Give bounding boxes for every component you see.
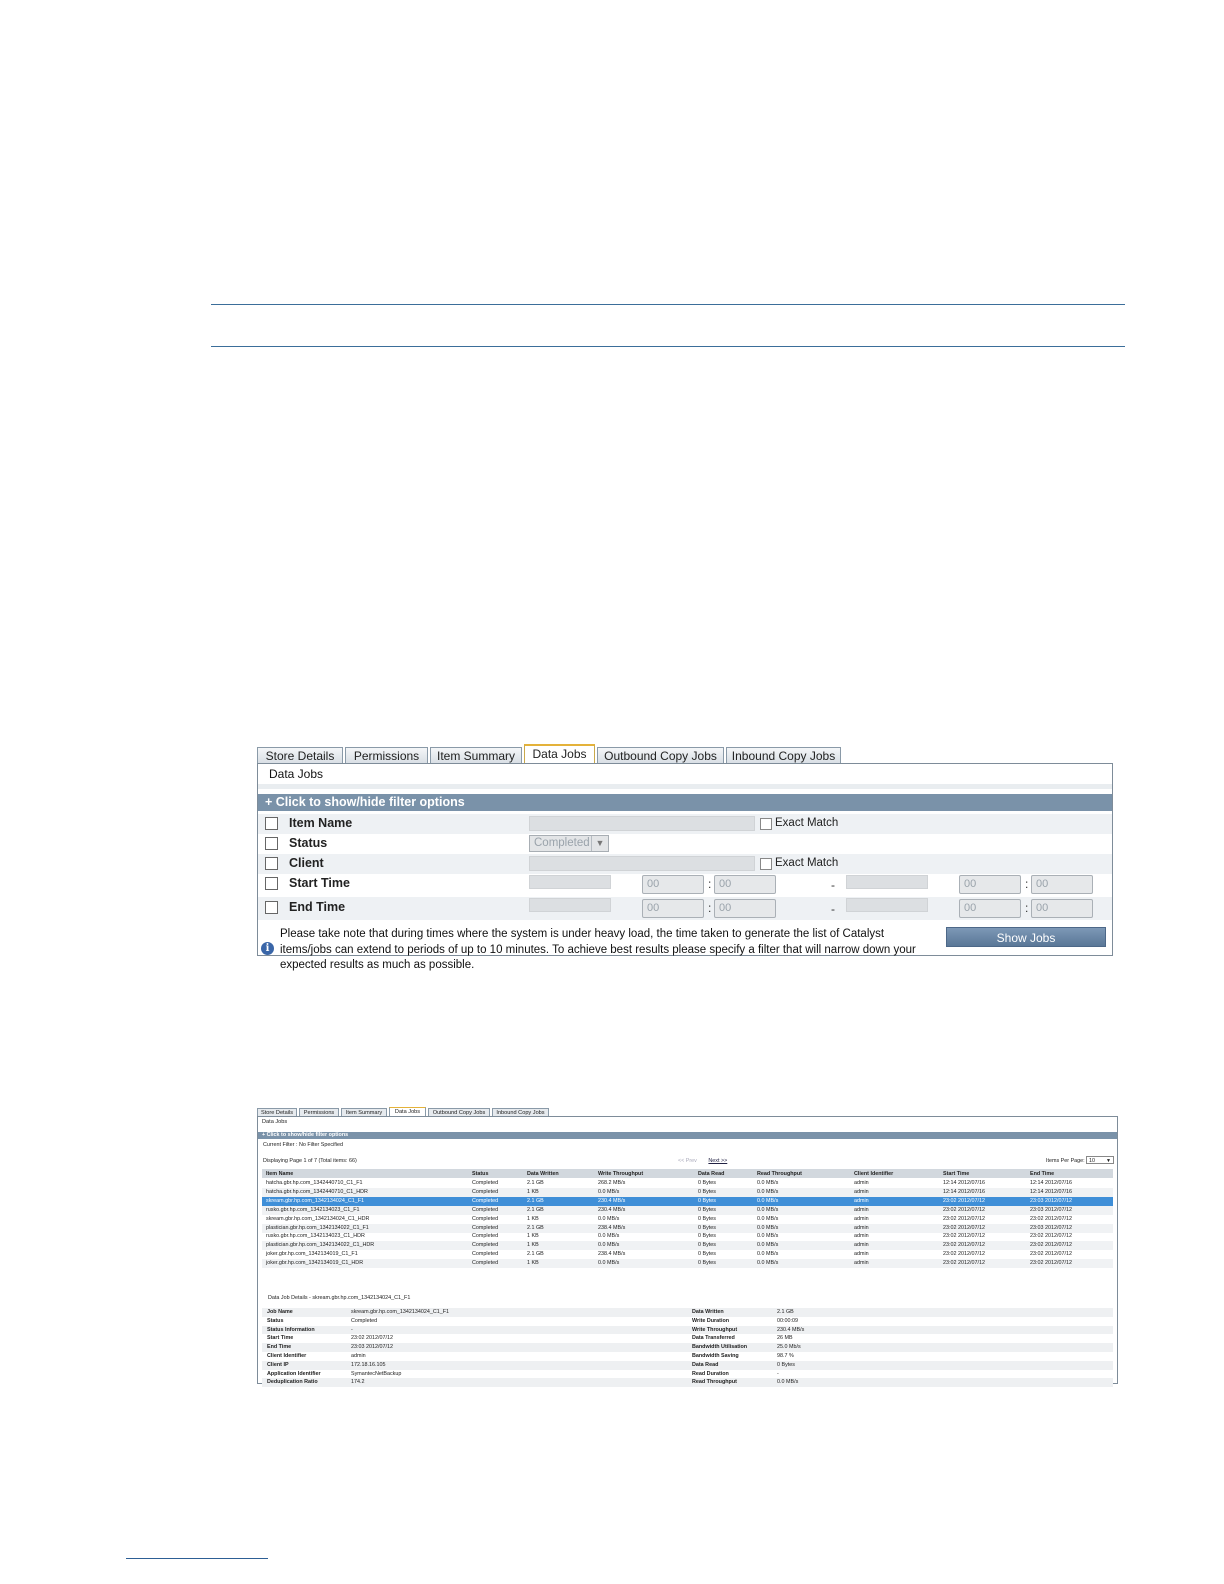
cell-item-name: skream.gbr.hp.com_1342134024_C1_HDR — [266, 1215, 370, 1222]
info-icon: i — [261, 942, 274, 955]
tab-item-summary[interactable]: Item Summary — [430, 747, 522, 763]
item-name-exact-match — [775, 817, 838, 829]
detail-value: - — [351, 1326, 353, 1333]
items-per-page-value: 10 — [1089, 1158, 1095, 1164]
end-date-from-input[interactable] — [529, 898, 611, 912]
details-row — [262, 1378, 1113, 1387]
cell-write-throughput: 0.0 MB/s — [598, 1260, 620, 1267]
detail-label: Application Identifier — [267, 1370, 321, 1377]
cell-status: Completed — [472, 1215, 499, 1222]
detail-value: 230.4 MB/s — [777, 1326, 805, 1333]
detail-label: Data Transferred — [692, 1335, 735, 1342]
cell-client-identifier: admin — [854, 1224, 869, 1231]
detail-value: 23:02 2012/07/12 — [351, 1335, 393, 1342]
cell-data-written: 2.1 GB — [527, 1224, 544, 1231]
cell-read-throughput: 0.0 MB/s — [757, 1180, 779, 1186]
top-rule-lower — [211, 346, 1125, 347]
details-row — [262, 1370, 1113, 1379]
details-row — [262, 1343, 1113, 1352]
range-dash: - — [831, 902, 835, 916]
status-label: Status — [289, 836, 328, 850]
cell-end-time: 23:02 2012/07/12 — [1030, 1215, 1072, 1222]
cell-status: Completed — [472, 1242, 499, 1249]
start-hour-to-input[interactable]: 00 — [959, 875, 1021, 894]
range-dash: - — [831, 878, 835, 892]
end-minute-from-input[interactable]: 00 — [714, 899, 776, 918]
end-minute-to-input[interactable]: 00 — [1031, 899, 1093, 918]
table-row[interactable] — [262, 1250, 1113, 1259]
detail-value: 00:00:09 — [777, 1317, 798, 1324]
cell-data-read: 0 Bytes — [698, 1197, 716, 1204]
detail-label: Client IP — [267, 1361, 289, 1368]
cell-end-time: 12:14 2012/07/16 — [1030, 1188, 1072, 1195]
cell-data-read: 0 Bytes — [698, 1242, 716, 1249]
cell-status: Completed — [472, 1197, 499, 1204]
cell-end-time: 23:02 2012/07/12 — [1030, 1233, 1072, 1240]
detail-label: Data Written — [692, 1309, 724, 1315]
exact-match-label: Exact Match — [775, 857, 839, 869]
end-hour-from-input[interactable]: 00 — [642, 899, 704, 918]
data-jobs-list-screenshot — [257, 1107, 1119, 1384]
cell-read-throughput: 0.0 MB/s — [757, 1242, 779, 1249]
items-per-page-label: Items Per Page: — [1046, 1158, 1085, 1164]
detail-label: Bandwidth Utilisation — [692, 1344, 748, 1351]
cell-read-throughput: 0.0 MB/s — [757, 1251, 779, 1258]
cell-status: Completed — [472, 1224, 499, 1231]
end-time-checkbox[interactable] — [265, 901, 278, 914]
cell-read-throughput: 0.0 MB/s — [757, 1188, 779, 1195]
current-filter-text: Current Filter : No Filter Specified — [263, 1142, 343, 1148]
tab-data-jobs[interactable]: Data Jobs — [389, 1107, 426, 1117]
detail-value: admin — [351, 1353, 366, 1359]
cell-client-identifier: admin — [854, 1188, 869, 1195]
time-separator: : — [1025, 901, 1029, 915]
cell-data-read: 0 Bytes — [698, 1224, 716, 1231]
cell-read-throughput: 0.0 MB/s — [757, 1224, 779, 1231]
detail-value: 23:03 2012/07/12 — [351, 1344, 393, 1351]
filter-row-status — [258, 834, 1112, 854]
col-item-name[interactable]: Item Name — [266, 1171, 294, 1177]
panel-title: Data Jobs — [269, 767, 324, 781]
cell-start-time: 23:02 2012/07/12 — [943, 1251, 985, 1258]
detail-label: Start Time — [267, 1335, 294, 1342]
col-write-throughput[interactable]: Write Throughput — [598, 1171, 644, 1177]
show-jobs-button[interactable]: Show Jobs — [946, 927, 1106, 947]
data-jobs-panel — [257, 1116, 1118, 1384]
detail-label: Client Identifier — [267, 1353, 307, 1359]
details-row — [262, 1326, 1113, 1335]
col-end-time[interactable]: End Time — [1030, 1171, 1055, 1177]
detail-value: 2.1 GB — [777, 1309, 794, 1315]
table-row[interactable] — [262, 1188, 1113, 1197]
items-per-page-select[interactable] — [1086, 1156, 1114, 1164]
cell-item-name: rusko.gbr.hp.com_1342134023_C1_F1 — [266, 1206, 360, 1213]
cell-client-identifier: admin — [854, 1242, 869, 1249]
cell-end-time: 12:14 2012/07/16 — [1030, 1180, 1072, 1186]
cell-client-identifier: admin — [854, 1206, 869, 1213]
detail-label: Status — [267, 1317, 284, 1324]
cell-write-throughput: 0.0 MB/s — [598, 1233, 620, 1240]
chevron-down-icon: ▼ — [591, 836, 608, 851]
cell-client-identifier: admin — [854, 1260, 869, 1267]
cell-client-identifier: admin — [854, 1233, 869, 1240]
cell-data-read: 0 Bytes — [698, 1251, 716, 1258]
detail-label: Status Information — [267, 1326, 315, 1333]
table-row[interactable] — [262, 1224, 1113, 1233]
table-row[interactable] — [262, 1206, 1113, 1215]
cell-status: Completed — [472, 1180, 499, 1186]
cell-status: Completed — [472, 1260, 499, 1267]
detail-value: 98.7 % — [777, 1353, 794, 1359]
detail-label: Read Throughput — [692, 1379, 737, 1386]
end-date-to-input[interactable] — [846, 898, 928, 912]
filter-row-end-time — [258, 897, 1112, 920]
cell-start-time: 23:02 2012/07/12 — [943, 1233, 985, 1240]
cell-item-name: hatcha.gbr.hp.com_1342440710_C1_F1 — [266, 1180, 363, 1186]
tab-outbound-copy-jobs[interactable]: Outbound Copy Jobs — [428, 1108, 490, 1117]
filter-toggle-bar[interactable]: + Click to show/hide filter options — [258, 1132, 1117, 1139]
start-date-from-input[interactable] — [529, 875, 611, 889]
table-row[interactable] — [262, 1232, 1113, 1241]
cell-end-time: 23:03 2012/07/12 — [1030, 1206, 1072, 1213]
cell-status: Completed — [472, 1188, 499, 1195]
cell-data-read: 0 Bytes — [698, 1233, 716, 1240]
cell-item-name: skream.gbr.hp.com_1342134024_C1_F1 — [266, 1197, 364, 1204]
cell-read-throughput: 0.0 MB/s — [757, 1215, 779, 1222]
cell-write-throughput: 230.4 MB/s — [598, 1206, 626, 1213]
client-exact-match — [775, 857, 838, 869]
table-row[interactable] — [262, 1241, 1113, 1250]
item-name-label: Item Name — [289, 816, 353, 830]
details-row — [262, 1308, 1113, 1317]
end-time-label: End Time — [289, 900, 346, 914]
detail-label: Read Duration — [692, 1370, 729, 1377]
start-date-to-input[interactable] — [846, 875, 928, 889]
status-select[interactable] — [529, 835, 609, 852]
cell-write-throughput: 268.2 MB/s — [598, 1180, 626, 1186]
cell-end-time: 23:02 2012/07/12 — [1030, 1251, 1072, 1258]
client-input[interactable] — [529, 856, 755, 871]
prev-page-link[interactable]: << Prev — [678, 1158, 697, 1164]
time-separator: : — [708, 901, 712, 915]
cell-client-identifier: admin — [854, 1180, 869, 1186]
detail-value: 174.2 — [351, 1379, 365, 1386]
filter-row-item-name — [258, 814, 1112, 834]
start-time-label: Start Time — [289, 876, 350, 890]
cell-write-throughput: 230.4 MB/s — [598, 1197, 626, 1204]
data-jobs-filter-screenshot — [257, 744, 1113, 974]
cell-data-written: 1 KB — [527, 1233, 539, 1240]
client-label: Client — [289, 856, 324, 870]
cell-data-written: 2.1 GB — [527, 1206, 544, 1213]
col-status[interactable]: Status — [472, 1171, 489, 1177]
cell-status: Completed — [472, 1233, 499, 1240]
col-data-written[interactable]: Data Written — [527, 1171, 559, 1177]
filter-toggle-bar[interactable]: + Click to show/hide filter options — [258, 794, 1112, 811]
cell-client-identifier: admin — [854, 1215, 869, 1222]
exact-match-label: Exact Match — [775, 817, 839, 829]
cell-client-identifier: admin — [854, 1251, 869, 1258]
detail-value: - — [777, 1370, 779, 1377]
detail-label: Write Duration — [692, 1317, 730, 1324]
detail-value: 25.0 Mb/s — [777, 1344, 801, 1351]
job-details-title: Data Job Details - skream.gbr.hp.com_1342134024_C1_F1 — [268, 1295, 411, 1301]
tab-store-details[interactable]: Store Details — [257, 747, 343, 763]
cell-status: Completed — [472, 1206, 499, 1213]
filter-row-client — [258, 854, 1112, 874]
tab-permissions[interactable]: Permissions — [345, 747, 428, 763]
details-row — [262, 1334, 1113, 1343]
tab-outbound-copy-jobs[interactable]: Outbound Copy Jobs — [597, 747, 724, 763]
cell-end-time: 23:03 2012/07/12 — [1030, 1224, 1072, 1231]
cell-write-throughput: 0.0 MB/s — [598, 1242, 620, 1249]
client-checkbox[interactable] — [265, 857, 278, 870]
cell-data-written: 1 KB — [527, 1188, 539, 1195]
cell-end-time: 23:02 2012/07/12 — [1030, 1242, 1072, 1249]
item-name-checkbox[interactable] — [265, 817, 278, 830]
detail-value: skream.gbr.hp.com_1342134024_C1_F1 — [351, 1309, 449, 1315]
detail-label: Bandwidth Saving — [692, 1353, 739, 1359]
tab-inbound-copy-jobs[interactable]: Inbound Copy Jobs — [492, 1108, 549, 1117]
col-start-time[interactable]: Start Time — [943, 1171, 970, 1177]
time-separator: : — [708, 877, 712, 891]
table-row[interactable] — [262, 1197, 1113, 1206]
details-row — [262, 1352, 1113, 1361]
cell-start-time: 23:02 2012/07/12 — [943, 1224, 985, 1231]
cell-read-throughput: 0.0 MB/s — [757, 1260, 779, 1267]
cell-write-throughput: 0.0 MB/s — [598, 1215, 620, 1222]
detail-value: Completed — [351, 1317, 378, 1324]
start-hour-from-input[interactable]: 00 — [642, 875, 704, 894]
end-hour-to-input[interactable]: 00 — [959, 899, 1021, 918]
tab-inbound-copy-jobs[interactable]: Inbound Copy Jobs — [726, 747, 841, 763]
cell-data-written: 2.1 GB — [527, 1197, 544, 1204]
footnote-rule — [126, 1558, 268, 1559]
cell-data-read: 0 Bytes — [698, 1260, 716, 1267]
exact-match-checkbox[interactable] — [760, 818, 772, 830]
status-select-value: Completed — [534, 837, 590, 849]
cell-data-written: 1 KB — [527, 1260, 539, 1267]
table-row[interactable] — [262, 1259, 1113, 1268]
status-checkbox[interactable] — [265, 837, 278, 850]
chevron-down-icon: ▼ — [1106, 1158, 1111, 1164]
start-time-checkbox[interactable] — [265, 877, 278, 890]
cell-start-time: 23:02 2012/07/12 — [943, 1242, 985, 1249]
cell-item-name: rusko.gbr.hp.com_1342134023_C1_HDR — [266, 1233, 365, 1240]
start-minute-to-input[interactable]: 00 — [1031, 875, 1093, 894]
cell-start-time: 12:14 2012/07/16 — [943, 1188, 985, 1195]
cell-item-name: hatcha.gbr.hp.com_1342440710_C1_HDR — [266, 1188, 368, 1195]
cell-end-time: 23:03 2012/07/12 — [1030, 1197, 1072, 1204]
cell-data-written: 2.1 GB — [527, 1180, 544, 1186]
panel-title: Data Jobs — [262, 1119, 288, 1125]
cell-write-throughput: 238.4 MB/s — [598, 1251, 626, 1258]
filter-row-start-time — [258, 874, 1112, 897]
tab-permissions[interactable]: Permissions — [299, 1108, 339, 1117]
cell-start-time: 12:14 2012/07/16 — [943, 1180, 985, 1186]
tab-item-summary[interactable]: Item Summary — [341, 1108, 387, 1117]
tab-data-jobs[interactable]: Data Jobs — [524, 744, 595, 764]
cell-write-throughput: 238.4 MB/s — [598, 1224, 626, 1231]
details-row — [262, 1317, 1113, 1326]
cell-start-time: 23:02 2012/07/12 — [943, 1206, 985, 1213]
detail-value: 172.18.16.105 — [351, 1361, 386, 1368]
jobs-table-header — [262, 1169, 1113, 1178]
cell-client-identifier: admin — [854, 1197, 869, 1204]
detail-label: Write Throughput — [692, 1326, 738, 1333]
tab-store-details[interactable]: Store Details — [257, 1108, 297, 1117]
cell-write-throughput: 0.0 MB/s — [598, 1188, 620, 1195]
detail-value: 0 Bytes — [777, 1361, 795, 1368]
cell-start-time: 23:02 2012/07/12 — [943, 1260, 985, 1267]
item-name-input[interactable] — [529, 816, 755, 831]
cell-data-written: 2.1 GB — [527, 1251, 544, 1258]
pagination-summary: Displaying Page 1 of 7 (Total items: 66) — [263, 1158, 357, 1164]
detail-value: SymantecNetBackup — [351, 1370, 402, 1377]
cell-data-read: 0 Bytes — [698, 1180, 716, 1186]
cell-status: Completed — [472, 1251, 499, 1258]
cell-read-throughput: 0.0 MB/s — [757, 1197, 779, 1204]
col-data-read[interactable]: Data Read — [698, 1171, 725, 1177]
detail-label: Job Name — [267, 1309, 293, 1315]
cell-item-name: plastician.gbr.hp.com_1342134022_C1_F1 — [266, 1224, 369, 1231]
cell-read-throughput: 0.0 MB/s — [757, 1206, 779, 1213]
time-separator: : — [1025, 877, 1029, 891]
top-rule — [211, 304, 1125, 305]
next-page-link[interactable]: Next >> — [708, 1158, 728, 1164]
cell-data-read: 0 Bytes — [698, 1215, 716, 1222]
cell-start-time: 23:02 2012/07/12 — [943, 1215, 985, 1222]
panel-divider — [258, 784, 1112, 789]
detail-value: 26 MB — [777, 1335, 793, 1342]
cell-start-time: 23:02 2012/07/12 — [943, 1197, 985, 1204]
details-row — [262, 1361, 1113, 1370]
detail-value: 0.0 MB/s — [777, 1379, 799, 1386]
table-row[interactable] — [262, 1215, 1113, 1224]
exact-match-checkbox[interactable] — [760, 858, 772, 870]
cell-read-throughput: 0.0 MB/s — [757, 1233, 779, 1240]
start-minute-from-input[interactable]: 00 — [714, 875, 776, 894]
heavy-load-note: Please take note that during times where the system is under heavy load, the time taken to generate the list of Catalyst items/jobs can extend to periods of up to 10 minutes. To achieve best results please specify a filter that will narrow down your expected results as much as possible. — [280, 928, 916, 971]
cell-item-name: plastician.gbr.hp.com_1342134022_C1_HDR — [266, 1242, 375, 1249]
detail-label: End Time — [267, 1344, 292, 1351]
cell-end-time: 23:02 2012/07/12 — [1030, 1260, 1072, 1267]
cell-item-name: joker.gbr.hp.com_1342134019_C1_HDR — [266, 1260, 364, 1267]
cell-data-read: 0 Bytes — [698, 1188, 716, 1195]
cell-item-name: joker.gbr.hp.com_1342134019_C1_F1 — [266, 1251, 358, 1258]
table-row[interactable] — [262, 1179, 1113, 1188]
cell-data-read: 0 Bytes — [698, 1206, 716, 1213]
pagination-links — [678, 1158, 727, 1164]
cell-data-written: 1 KB — [527, 1215, 539, 1222]
cell-data-written: 1 KB — [527, 1242, 539, 1249]
col-read-throughput[interactable]: Read Throughput — [757, 1171, 802, 1177]
detail-label: Data Read — [692, 1361, 719, 1368]
detail-label: Deduplication Ratio — [267, 1379, 318, 1386]
col-client-identifier[interactable]: Client Identifier — [854, 1171, 894, 1177]
